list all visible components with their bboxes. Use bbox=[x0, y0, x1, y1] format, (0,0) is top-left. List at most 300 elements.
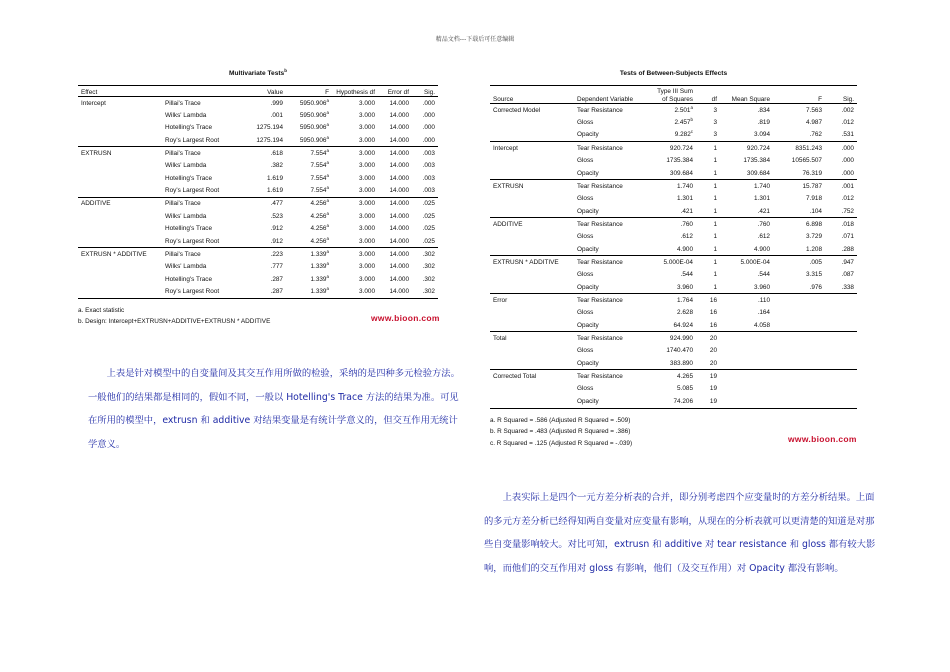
f-cell bbox=[286, 159, 332, 172]
between-subjects-title: Tests of Between-Subjects Effects bbox=[619, 70, 728, 77]
sig-cell: .302 bbox=[422, 263, 435, 271]
dependent-variable-cell: Opacity bbox=[574, 395, 652, 408]
dependent-variable-cell: Opacity bbox=[577, 283, 599, 291]
dependent-variable-cell: Gloss bbox=[577, 271, 594, 279]
f-value: 4.256 bbox=[310, 200, 327, 208]
between-row bbox=[490, 319, 857, 332]
note-text: Exact statistic bbox=[85, 306, 125, 314]
sig-value-cell: .071 bbox=[841, 233, 854, 241]
multivariate-row bbox=[78, 172, 438, 185]
f-stat-cell bbox=[773, 345, 825, 358]
hypothesis-df-cell: 3.000 bbox=[332, 197, 378, 210]
f-cell bbox=[286, 172, 332, 185]
sig-value-cell: .087 bbox=[841, 271, 854, 279]
page-header: 精品文档---下载后可任意编辑 bbox=[435, 36, 515, 43]
ss-cell bbox=[652, 129, 696, 142]
hypothesis-df-cell: 3.000 bbox=[359, 212, 375, 220]
multivariate-row bbox=[78, 134, 438, 147]
mean-square-cell: 3.960 bbox=[754, 283, 770, 291]
dependent-variable-cell: Opacity bbox=[577, 321, 599, 329]
col-hypothesis-df: Hypothesis df bbox=[332, 86, 378, 97]
df-cell: 19 bbox=[696, 370, 720, 383]
ss-value: .760 bbox=[680, 220, 693, 228]
f-footnote: a bbox=[326, 122, 329, 128]
ss-value: .612 bbox=[680, 233, 693, 241]
dependent-variable-cell: Tear Resistance bbox=[574, 218, 652, 231]
sig-value-cell: .001 bbox=[825, 180, 857, 193]
df-cell: 16 bbox=[709, 309, 717, 317]
ss-value: 383.890 bbox=[669, 359, 693, 367]
sig-cell: .025 bbox=[412, 197, 438, 210]
hypothesis-df-cell: 3.000 bbox=[359, 225, 375, 233]
hypothesis-df-cell: 3.000 bbox=[359, 111, 375, 119]
f-value: 1.339 bbox=[310, 275, 327, 283]
error-df-cell: 14.000 bbox=[378, 285, 412, 298]
mean-square-cell bbox=[720, 345, 773, 358]
f-cell bbox=[286, 122, 332, 135]
between-subjects-block bbox=[490, 70, 857, 449]
paragraph-left: 上表是针对模型中的自变量间及其交互作用所做的检验，采纳的是四种多元检验方法。一般他们的结果都是相同的，假如不同，一般以 Hotelling's Trace 方法的结果为准。可见在所用的模型中，extrusn 和 additive 对结果变量是有统计学意义的，但交互作用无统计学意义。 bbox=[88, 368, 460, 450]
ss-cell bbox=[652, 154, 696, 167]
source-cell bbox=[490, 395, 574, 408]
error-df-cell: 14.000 bbox=[389, 174, 409, 182]
sig-cell: .003 bbox=[422, 162, 435, 170]
sig-cell: .025 bbox=[422, 212, 435, 220]
col-f: F bbox=[286, 86, 332, 97]
f-footnote: a bbox=[326, 223, 329, 229]
dependent-variable-cell: Gloss bbox=[577, 309, 594, 317]
sig-cell: .302 bbox=[422, 275, 435, 283]
effect-cell: ADDITIVE bbox=[78, 197, 162, 210]
df-cell: 1 bbox=[713, 157, 717, 165]
col-value: Value bbox=[242, 86, 286, 97]
f-stat-cell bbox=[773, 383, 825, 396]
effect-cell bbox=[78, 235, 162, 248]
df-cell: 20 bbox=[696, 332, 720, 345]
multivariate-row bbox=[78, 222, 438, 235]
sig-value-cell: .288 bbox=[841, 245, 854, 253]
sig-value-cell bbox=[825, 395, 857, 408]
f-cell bbox=[286, 185, 332, 198]
f-value: 7.554 bbox=[310, 149, 327, 157]
hypothesis-df-cell: 3.000 bbox=[332, 248, 378, 261]
test-cell: Roy's Largest Root bbox=[165, 187, 220, 195]
ss-value: 1.740 bbox=[677, 182, 693, 190]
hypothesis-df-cell: 3.000 bbox=[332, 285, 378, 298]
note-mark: b. bbox=[490, 428, 496, 435]
multivariate-tests-title bbox=[78, 67, 438, 77]
error-df-cell: 14.000 bbox=[389, 212, 409, 220]
f-value: 5950.906 bbox=[299, 124, 327, 132]
sig-cell: .000 bbox=[422, 99, 435, 107]
mean-square-cell: .421 bbox=[757, 207, 770, 215]
ss-cell bbox=[652, 142, 696, 155]
source-cell bbox=[490, 307, 574, 320]
between-row bbox=[490, 205, 857, 218]
source-cell: Corrected Model bbox=[493, 106, 541, 114]
f-cell bbox=[286, 235, 332, 248]
sig-value-cell: .000 bbox=[825, 142, 857, 155]
ss-value: 309.684 bbox=[669, 169, 693, 177]
note-text: R Squared = .125 (Adjusted R Squared = -.039) bbox=[496, 439, 633, 447]
multivariate-header-row bbox=[78, 86, 438, 97]
df-cell: 1 bbox=[713, 207, 717, 215]
f-footnote: a bbox=[326, 260, 329, 266]
error-df-cell: 14.000 bbox=[378, 147, 412, 160]
dependent-variable-cell: Tear Resistance bbox=[574, 256, 652, 269]
ss-value: 2.457 bbox=[674, 119, 691, 127]
multivariate-row bbox=[78, 97, 438, 110]
ss-cell bbox=[652, 319, 696, 332]
between-row bbox=[490, 268, 857, 281]
between-row bbox=[490, 357, 857, 370]
f-cell bbox=[286, 109, 332, 122]
mean-square-cell bbox=[720, 395, 773, 408]
between-row bbox=[490, 180, 857, 193]
between-row bbox=[490, 370, 857, 383]
error-df-cell: 14.000 bbox=[389, 99, 409, 107]
f-cell bbox=[286, 134, 332, 147]
f-stat-cell: .104 bbox=[809, 207, 822, 215]
col-ss-line1: Type III Sum bbox=[652, 86, 696, 95]
sig-cell: .000 bbox=[422, 136, 435, 144]
ss-value: 5.085 bbox=[677, 385, 693, 393]
f-value: 7.554 bbox=[310, 174, 327, 182]
between-row bbox=[490, 332, 857, 345]
value-cell: 1.619 bbox=[267, 187, 283, 195]
mean-square-cell: 1.740 bbox=[720, 180, 773, 193]
error-df-cell: 14.000 bbox=[389, 263, 409, 271]
between-row bbox=[490, 307, 857, 320]
df-cell: 20 bbox=[709, 359, 717, 367]
test-cell: Pillai's Trace bbox=[162, 147, 242, 160]
error-df-cell: 14.000 bbox=[389, 136, 409, 144]
multivariate-row bbox=[78, 147, 438, 160]
f-stat-cell: 3.315 bbox=[806, 271, 822, 279]
test-cell: Wilks' Lambda bbox=[165, 263, 207, 271]
f-cell bbox=[286, 285, 332, 298]
hypothesis-df-cell: 3.000 bbox=[359, 162, 375, 170]
dependent-variable-cell: Gloss bbox=[577, 233, 594, 241]
value-cell: .912 bbox=[270, 225, 283, 233]
source-cell bbox=[490, 319, 574, 332]
col-df: df bbox=[696, 95, 720, 104]
ss-cell bbox=[652, 205, 696, 218]
dependent-variable-cell: Opacity bbox=[577, 207, 599, 215]
mean-square-cell: 5.000E-04 bbox=[720, 256, 773, 269]
col-test bbox=[162, 86, 242, 97]
mean-square-cell: 3.094 bbox=[754, 131, 770, 139]
ss-value: 74.206 bbox=[673, 397, 693, 405]
sig-value-cell bbox=[825, 332, 857, 345]
note-text: R Squared = .586 (Adjusted R Squared = .509) bbox=[497, 416, 631, 424]
col-dependent-variable: Dependent Variable bbox=[574, 95, 652, 104]
f-footnote: a bbox=[326, 248, 329, 254]
df-cell: 1 bbox=[713, 245, 717, 253]
multivariate-row bbox=[78, 285, 438, 298]
f-stat-cell: 7.918 bbox=[806, 195, 822, 203]
hypothesis-df-cell: 3.000 bbox=[359, 275, 375, 283]
f-stat-cell bbox=[773, 357, 825, 370]
source-cell bbox=[490, 383, 574, 396]
sig-value-cell bbox=[825, 319, 857, 332]
sig-cell: .000 bbox=[422, 124, 435, 132]
test-cell: Hotelling's Trace bbox=[165, 225, 213, 233]
f-cell bbox=[286, 222, 332, 235]
dependent-variable-cell: Gloss bbox=[577, 119, 594, 127]
mean-square-cell bbox=[720, 383, 773, 396]
f-stat-cell bbox=[773, 319, 825, 332]
f-footnote: a bbox=[326, 210, 329, 216]
ss-value: 1740.470 bbox=[666, 347, 693, 355]
ss-cell bbox=[652, 345, 696, 358]
source-cell bbox=[490, 205, 574, 218]
dependent-variable-cell: Gloss bbox=[577, 195, 594, 203]
dependent-variable-cell: Opacity bbox=[577, 359, 599, 367]
f-value: 5950.906 bbox=[299, 99, 327, 107]
multivariate-row bbox=[78, 159, 438, 172]
f-value: 1.339 bbox=[310, 250, 327, 258]
dependent-variable-cell: Gloss bbox=[577, 347, 594, 355]
watermark-left: www.bioon.com bbox=[371, 313, 440, 323]
ss-footnote: a bbox=[690, 104, 693, 110]
value-cell: .477 bbox=[242, 197, 286, 210]
dependent-variable-cell: Gloss bbox=[577, 157, 594, 165]
value-cell: 1.619 bbox=[267, 174, 283, 182]
ss-cell bbox=[652, 192, 696, 205]
f-cell bbox=[286, 273, 332, 286]
value-cell: .777 bbox=[270, 263, 283, 271]
ss-value: .421 bbox=[680, 207, 693, 215]
effect-cell bbox=[78, 134, 162, 147]
ss-value: 4.900 bbox=[677, 245, 693, 253]
df-cell: 19 bbox=[696, 395, 720, 408]
col-source: Source bbox=[490, 95, 574, 104]
test-cell: Wilks' Lambda bbox=[165, 162, 207, 170]
mean-square-cell bbox=[720, 370, 773, 383]
between-note bbox=[490, 415, 857, 427]
ss-cell bbox=[652, 104, 696, 117]
between-row bbox=[490, 218, 857, 231]
mean-square-cell: 4.058 bbox=[754, 321, 770, 329]
between-row bbox=[490, 154, 857, 167]
f-footnote: a bbox=[326, 235, 329, 241]
hypothesis-df-cell: 3.000 bbox=[359, 99, 375, 107]
f-footnote: a bbox=[326, 134, 329, 140]
ss-cell bbox=[652, 256, 696, 269]
sig-cell: .025 bbox=[422, 237, 435, 245]
sig-value-cell: .012 bbox=[841, 195, 854, 203]
f-stat-cell: 10565.507 bbox=[791, 157, 822, 165]
ss-value: 2.628 bbox=[677, 309, 693, 317]
f-value: 4.256 bbox=[310, 212, 327, 220]
ss-cell bbox=[652, 218, 696, 231]
col-effect: Effect bbox=[78, 86, 162, 97]
value-cell: .382 bbox=[270, 162, 283, 170]
ss-cell bbox=[652, 357, 696, 370]
sig-value-cell bbox=[825, 345, 857, 358]
col-sig-value: Sig. bbox=[825, 95, 857, 104]
mean-square-cell: .819 bbox=[757, 119, 770, 127]
hypothesis-df-cell: 3.000 bbox=[359, 174, 375, 182]
error-df-cell: 14.000 bbox=[389, 187, 409, 195]
dependent-variable-cell: Opacity bbox=[577, 245, 599, 253]
f-footnote: a bbox=[326, 147, 329, 153]
ss-footnote: c bbox=[690, 129, 693, 135]
source-cell bbox=[490, 243, 574, 256]
f-stat-cell: .005 bbox=[773, 256, 825, 269]
note-mark: a. bbox=[490, 416, 496, 424]
mean-square-cell: .110 bbox=[720, 294, 773, 307]
value-cell: .223 bbox=[242, 248, 286, 261]
test-cell: Hotelling's Trace bbox=[165, 124, 213, 132]
multivariate-title-sup: b bbox=[284, 67, 287, 73]
source-cell: Error bbox=[490, 294, 574, 307]
mean-square-cell: .544 bbox=[757, 271, 770, 279]
multivariate-tests-block bbox=[78, 67, 438, 328]
col-ss-line2: of Squares bbox=[652, 95, 696, 104]
between-row bbox=[490, 142, 857, 155]
ss-cell bbox=[652, 167, 696, 180]
note-text: R Squared = .483 (Adjusted R Squared = .386) bbox=[497, 428, 631, 435]
multivariate-row bbox=[78, 197, 438, 210]
f-stat-cell: 8351.243 bbox=[773, 142, 825, 155]
test-cell: Pillai's Trace bbox=[165, 99, 201, 107]
dependent-variable-cell: Gloss bbox=[577, 385, 594, 393]
ss-value: 920.724 bbox=[669, 144, 693, 152]
mean-square-cell: .612 bbox=[757, 233, 770, 241]
sig-value-cell: .531 bbox=[841, 131, 854, 139]
effect-cell bbox=[78, 273, 162, 286]
between-header-row-1 bbox=[490, 86, 857, 95]
sig-value-cell: .018 bbox=[825, 218, 857, 231]
error-df-cell: 14.000 bbox=[389, 111, 409, 119]
source-cell: Total bbox=[490, 332, 574, 345]
source-cell: ADDITIVE bbox=[490, 218, 574, 231]
sig-cell: .025 bbox=[422, 225, 435, 233]
between-row bbox=[490, 243, 857, 256]
ss-cell bbox=[652, 395, 696, 408]
sig-value-cell: .947 bbox=[825, 256, 857, 269]
f-value: 7.554 bbox=[310, 162, 327, 170]
ss-value: 9.282 bbox=[674, 131, 691, 139]
sig-value-cell: .002 bbox=[841, 106, 854, 114]
source-cell bbox=[490, 345, 574, 358]
dependent-variable-cell: Tear Resistance bbox=[574, 332, 652, 345]
between-row bbox=[490, 395, 857, 408]
dependent-variable-cell: Opacity bbox=[577, 131, 599, 139]
f-stat-cell bbox=[773, 294, 825, 307]
ss-value: 2.501 bbox=[674, 106, 691, 114]
between-row bbox=[490, 281, 857, 294]
mean-square-cell: 920.724 bbox=[720, 142, 773, 155]
note-mark: a. bbox=[78, 306, 84, 314]
df-cell: 3 bbox=[713, 106, 717, 114]
multivariate-title-text: Multivariate Tests bbox=[229, 70, 285, 77]
mean-square-cell: 309.684 bbox=[746, 169, 770, 177]
value-cell: .287 bbox=[242, 285, 286, 298]
ss-value: 924.990 bbox=[669, 334, 693, 342]
multivariate-row bbox=[78, 109, 438, 122]
f-value: 1.339 bbox=[310, 263, 327, 271]
ss-value: 3.960 bbox=[677, 283, 693, 291]
effect-cell bbox=[78, 122, 162, 135]
ss-value: .544 bbox=[680, 271, 693, 279]
mean-square-cell: .760 bbox=[720, 218, 773, 231]
error-df-cell: 14.000 bbox=[389, 275, 409, 283]
col-mean-square: Mean Square bbox=[720, 95, 773, 104]
ss-cell bbox=[652, 332, 696, 345]
df-cell: 16 bbox=[709, 321, 717, 329]
between-row bbox=[490, 129, 857, 142]
multivariate-row bbox=[78, 260, 438, 273]
f-value: 1.339 bbox=[310, 287, 327, 295]
between-row bbox=[490, 116, 857, 129]
sig-value-cell bbox=[825, 307, 857, 320]
ss-value: 1735.384 bbox=[666, 157, 693, 165]
hypothesis-df-cell: 3.000 bbox=[359, 187, 375, 195]
dependent-variable-cell: Tear Resistance bbox=[577, 106, 623, 114]
error-df-cell: 14.000 bbox=[389, 225, 409, 233]
sig-cell: .000 bbox=[422, 111, 435, 119]
between-row bbox=[490, 345, 857, 358]
sig-cell: .003 bbox=[412, 147, 438, 160]
test-cell: Roy's Largest Root bbox=[165, 136, 220, 144]
test-cell: Wilks' Lambda bbox=[165, 111, 207, 119]
df-cell: 1 bbox=[713, 195, 717, 203]
f-cell bbox=[286, 197, 332, 210]
df-cell: 16 bbox=[696, 294, 720, 307]
effect-cell bbox=[78, 109, 162, 122]
hypothesis-df-cell: 3.000 bbox=[359, 136, 375, 144]
error-df-cell: 14.000 bbox=[378, 197, 412, 210]
df-cell: 1 bbox=[713, 233, 717, 241]
dependent-variable-cell: Tear Resistance bbox=[574, 180, 652, 193]
f-cell bbox=[286, 97, 332, 110]
hypothesis-df-cell: 3.000 bbox=[332, 147, 378, 160]
between-header-row-2 bbox=[490, 95, 857, 104]
watermark-right: www.bioon.com bbox=[788, 434, 857, 444]
mean-square-cell bbox=[720, 357, 773, 370]
effect-cell: Intercept bbox=[81, 99, 106, 107]
ss-value: 1.764 bbox=[677, 296, 693, 304]
dependent-variable-cell: Opacity bbox=[577, 169, 599, 177]
ss-value: 64.924 bbox=[673, 321, 693, 329]
dependent-variable-cell: Tear Resistance bbox=[574, 294, 652, 307]
ss-cell bbox=[652, 243, 696, 256]
source-cell: Intercept bbox=[490, 142, 574, 155]
effect-cell bbox=[78, 260, 162, 273]
f-cell bbox=[286, 147, 332, 160]
test-cell: Roy's Largest Root bbox=[162, 285, 242, 298]
multivariate-row bbox=[78, 248, 438, 261]
f-cell bbox=[286, 260, 332, 273]
value-cell: .287 bbox=[270, 275, 283, 283]
error-df-cell: 14.000 bbox=[389, 162, 409, 170]
value-cell: .912 bbox=[270, 237, 283, 245]
f-stat-cell: 6.898 bbox=[773, 218, 825, 231]
multivariate-row bbox=[78, 122, 438, 135]
source-cell bbox=[490, 154, 574, 167]
value-cell: .999 bbox=[270, 99, 283, 107]
between-row bbox=[490, 294, 857, 307]
f-stat-cell: 1.208 bbox=[806, 245, 822, 253]
value-cell: .523 bbox=[270, 212, 283, 220]
df-cell: 3 bbox=[713, 131, 717, 139]
ss-footnote: b bbox=[690, 116, 693, 122]
f-stat-cell: 4.987 bbox=[806, 119, 822, 127]
sig-value-cell bbox=[825, 294, 857, 307]
